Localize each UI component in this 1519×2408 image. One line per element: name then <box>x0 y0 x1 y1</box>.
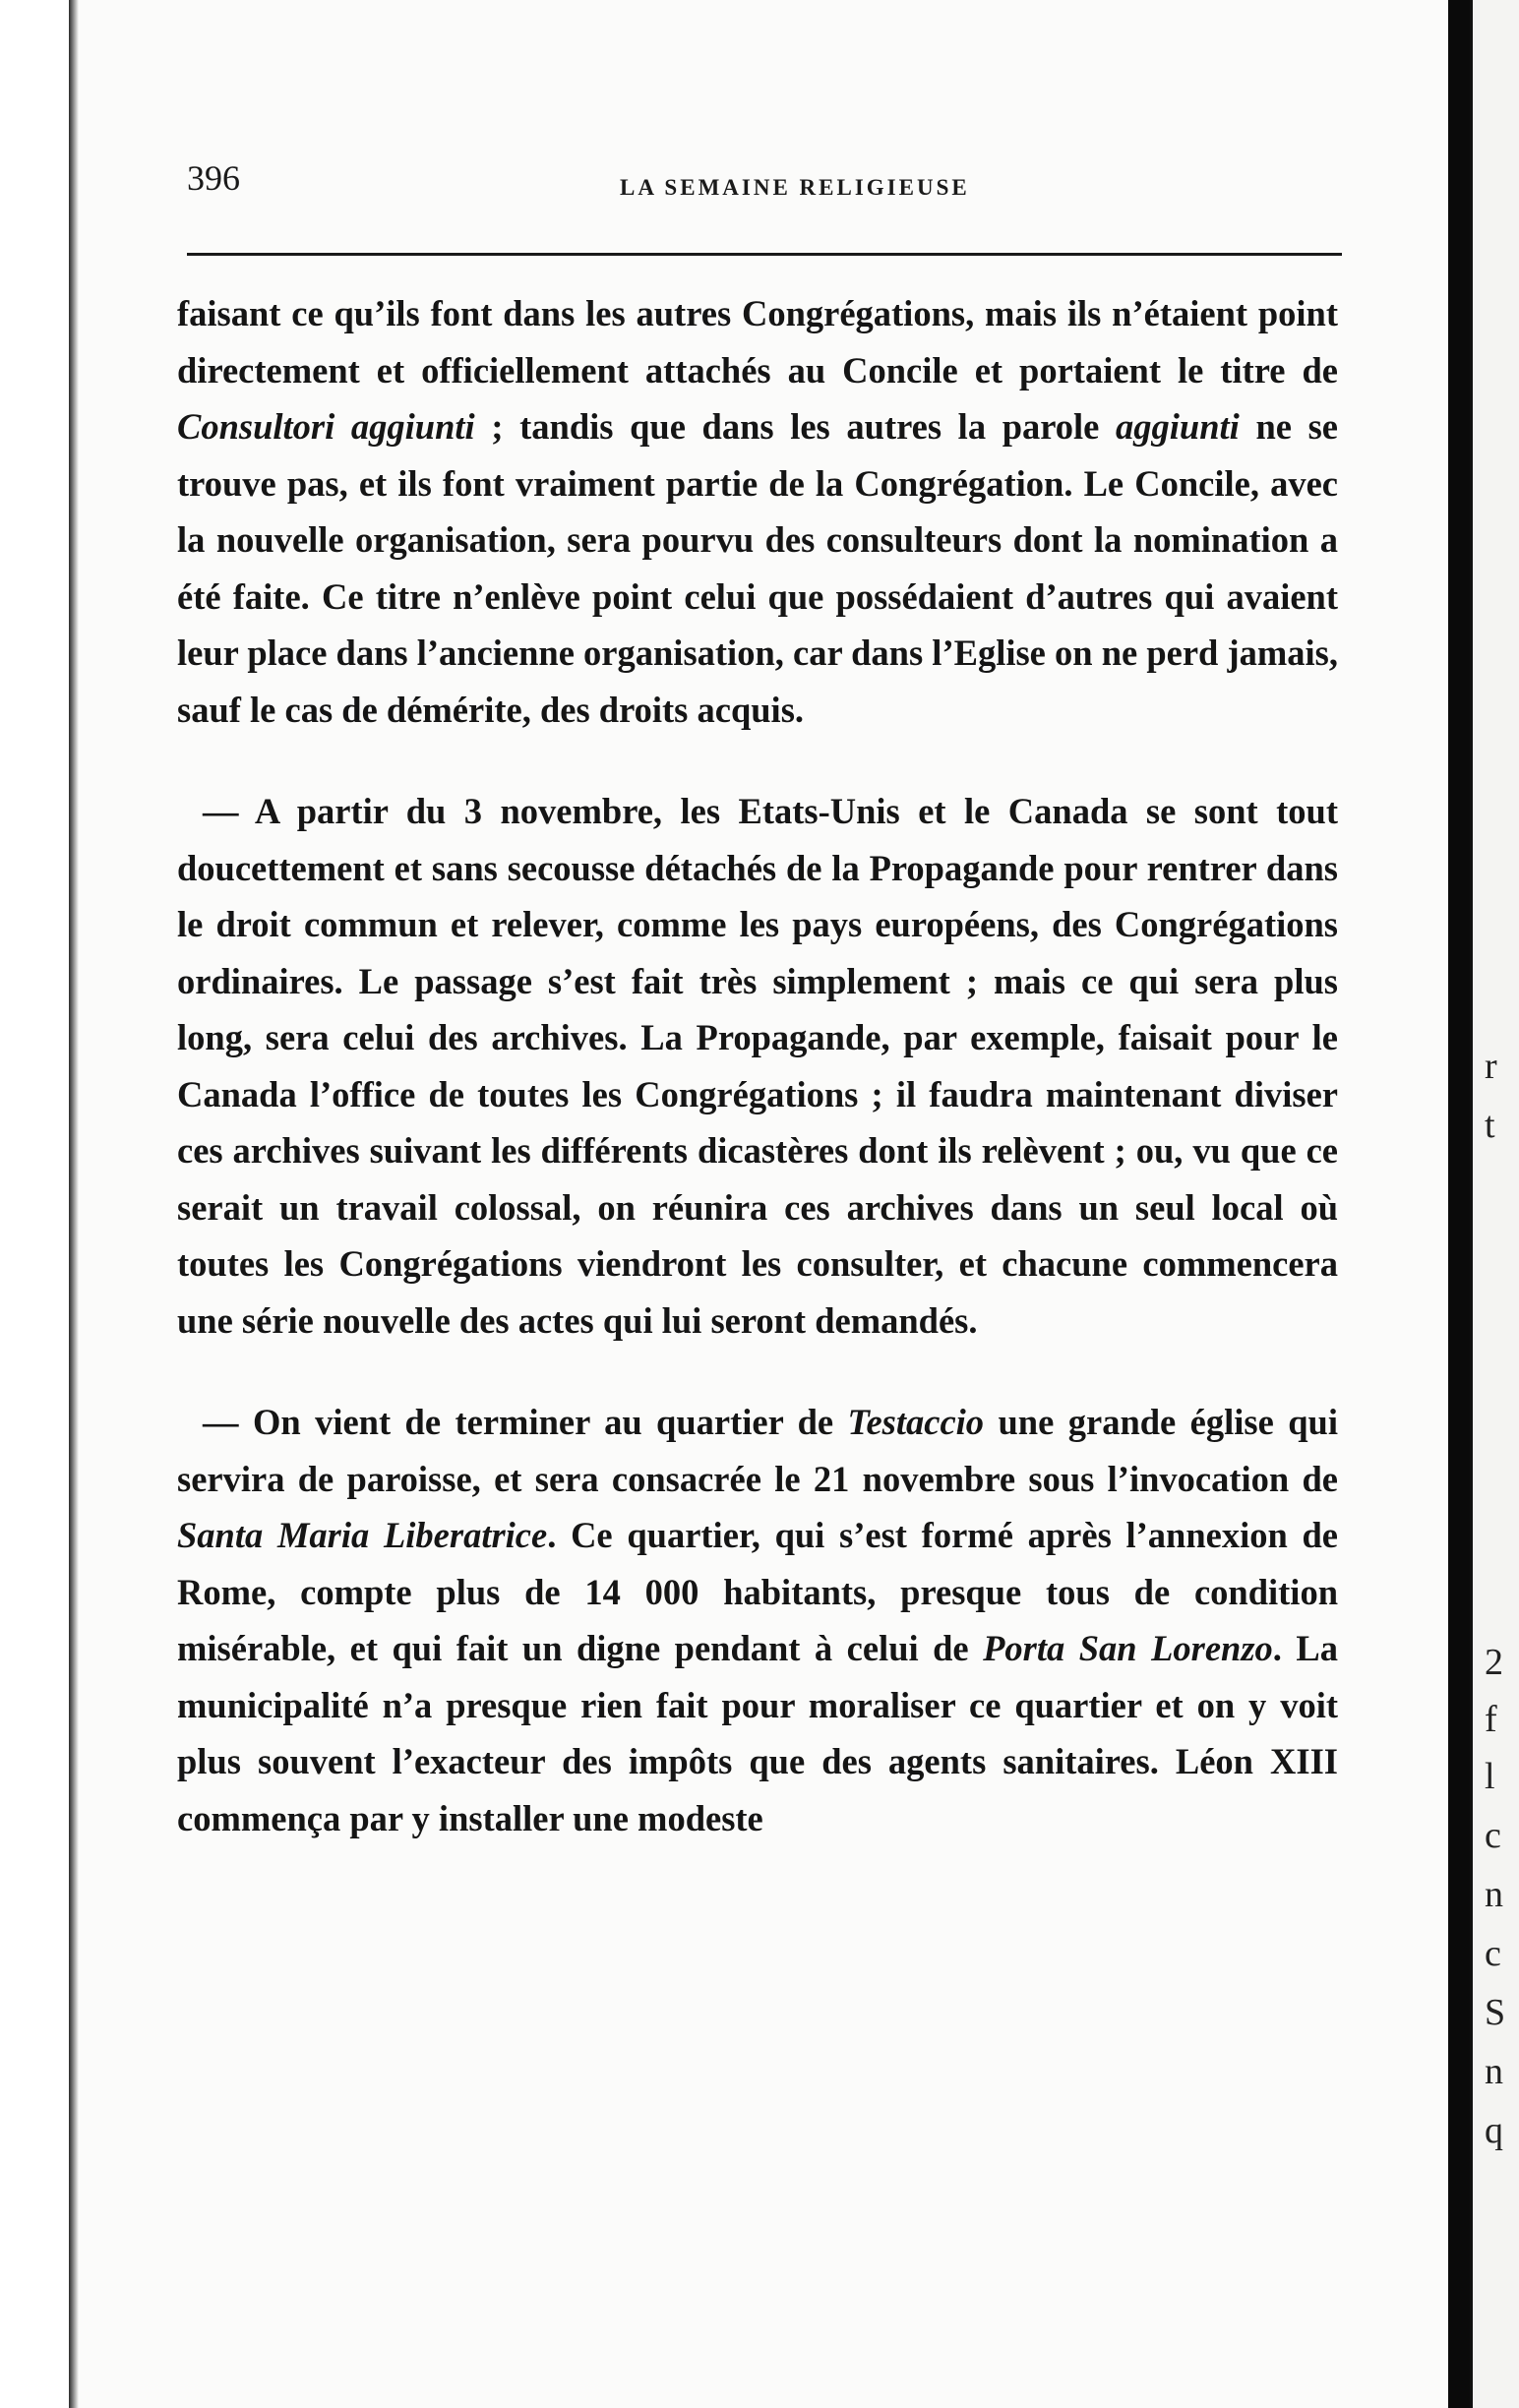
next-page-fragment: t <box>1485 1105 1495 1146</box>
text-run: — On vient de terminer au quartier de <box>203 1402 848 1442</box>
next-page-fragment: n <box>1485 1874 1503 1915</box>
paragraph-3 <box>177 1394 1338 1846</box>
journal-title: LA SEMAINE RELIGIEUSE <box>620 175 970 200</box>
next-page-fragment: l <box>1485 1756 1495 1797</box>
scan-left-margin <box>0 0 69 2408</box>
running-head <box>187 148 1338 216</box>
scan-right-edge <box>1448 0 1519 2408</box>
next-page-fragment: 2 <box>1485 1642 1503 1683</box>
paragraph-2: — A partir du 3 novembre, les Etats-Unis et le Canada se sont tout doucettement et sans secousse détachés de la Propagande pour rentrer dans le droit commun et relever, comme les pays européens, des Congrégations ordinaires. Le passage s’est fait très simplement ; mais ce qui sera plus long, sera celui des archives. La Propagande, par exemple, faisait pour le Canada l’office de toutes les Congrégations ; il faudra maintenant diviser ces archives suivant les différents dicastères dont ils relèvent ; ou, vu que ce serait un travail colossal, on réunira ces archives dans un seul local où toutes les Congrégations viendront les consulter, et chacune commencera une série nouvelle des actes qui lui seront demandés. <box>177 791 1338 1341</box>
page-gutter-shadow <box>69 0 79 2408</box>
text-run: . La municipalité n’a presque rien fait pour moraliser ce quartier et on y voit plus souvent l’exacteur des impôts que des agents sanitaires. Léon XIII commença par y installer une modeste <box>177 1628 1338 1838</box>
text-run: . Ce quartier, qui s’est formé après l’annexion de Rome, compte plus de 14 000 habitants, presque tous de condition misérable, et qui fait un digne pendant à celui de <box>177 1515 1338 1668</box>
text-run: une grande église qui servira de paroisse, et sera consacrée le 21 novembre sous l’invocation de <box>177 1402 1338 1499</box>
next-page-edge <box>1470 0 1519 2408</box>
paragraph-1 <box>177 285 1338 738</box>
italic-term-consultori: Consultori aggiunti <box>177 406 475 447</box>
next-page-fragment: q <box>1485 2110 1503 2151</box>
italic-term-santa-maria: Santa Maria Liberatrice <box>177 1515 548 1555</box>
header-rule <box>187 253 1342 256</box>
text-run: faisant ce qu’ils font dans les autres Congrégations, mais ils n’étaient point directement et officiellement attachés au Concile et portaient le titre de <box>177 293 1338 391</box>
article-body <box>177 285 1338 1846</box>
italic-term-aggiunti: aggiunti <box>1116 406 1240 447</box>
text-run: ; tandis que dans les autres la parole <box>474 406 1117 447</box>
next-page-fragment: f <box>1485 1699 1497 1740</box>
next-page-fragment: c <box>1485 1815 1501 1856</box>
text-run: ne se trouve pas, et ils font vraiment partie de la Congrégation. Le Concile, avec la nouvelle organisation, sera pourvu des consulteurs dont la nomination a été faite. Ce titre n’enlève point celui que possédaient d’autres qui avaient leur place dans l’ancienne organisation, car dans l’Eglise on ne perd jamais, sauf le cas de démérite, des droits acquis. <box>177 406 1338 730</box>
italic-term-porta-san-lorenzo: Porta San Lorenzo <box>983 1628 1273 1668</box>
next-page-fragment: S <box>1485 1992 1506 2033</box>
italic-term-testaccio: Testaccio <box>847 1402 985 1442</box>
next-page-fragment: r <box>1485 1046 1497 1087</box>
next-page-fragment: n <box>1485 2051 1503 2092</box>
next-page-fragment: c <box>1485 1933 1501 1974</box>
page-number: 396 <box>187 158 240 198</box>
